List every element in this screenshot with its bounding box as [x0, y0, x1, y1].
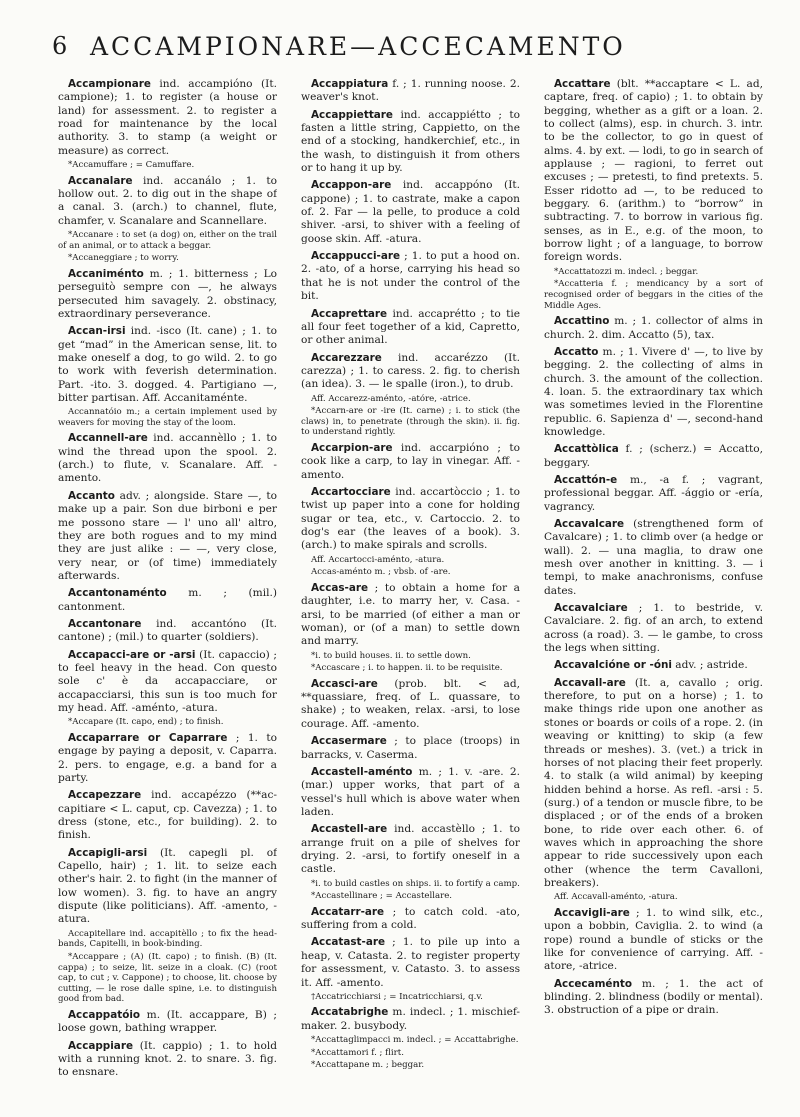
dictionary-entry — [544, 315, 763, 342]
headword: Accattino — [554, 315, 610, 328]
dictionary-note: *Accattamori f. ; flirt. — [311, 1047, 404, 1058]
dictionary-entry — [544, 659, 763, 672]
definition: m. (It. accappare, B) ; loose gown, bathing wrapper. — [58, 1008, 277, 1035]
headword: Accas-are — [311, 581, 369, 594]
dictionary-note: Aff. Accavall-aménto, -atura. — [554, 892, 678, 903]
dictionary-note: Aff. Accartocci-aménto, -atura. — [311, 554, 445, 565]
dictionary-entry — [58, 1009, 277, 1036]
dictionary-entry — [58, 789, 277, 842]
definition: ind. accastèllo ; 1. to arrange fruit on a pile of shelves for drying. 2. -arsi, to fortify oneself in a castle. — [301, 823, 520, 876]
definition: ind. accantóno (It. cantone) ; (mil.) to quarter (soldiers). — [58, 617, 277, 644]
definition: ind. -isco (It. cane) ; 1. to get “mad” in the American sense, lit. to make oneself a dog, to go wild. 2. to go to work with feverish determination. Part. -ito. 3. dogged. 4. Partigiano —, bitter partisan. Aff. Accanitaménte. — [58, 325, 277, 404]
definition: m. ; 1. collector of alms in church. 2. dim. Accatto (5), tax. — [544, 315, 763, 341]
definition: ind. accappiétto ; to fasten a little string, Cappietto, on the end of a stocking, handkerchief, etc., in the wash, to distinguish it from others or to hang it up by. — [301, 108, 520, 175]
definition: (prob. blt. < ad, **quassiare, freq. of L. quassare, to shake) ; to weaken, relax. -arsi, to lose courage. Aff. -amento. — [301, 677, 520, 730]
definition: adv. ; astride. — [671, 659, 748, 672]
headword: Accaparrare or Caparrare — [68, 731, 228, 744]
headword: Accaniménto — [68, 267, 144, 280]
headword: Accappucci-are — [311, 250, 401, 263]
dictionary-entry — [58, 1040, 277, 1080]
headword: Accanto — [68, 489, 115, 502]
column-middle — [301, 78, 520, 1108]
definition: f. ; 1. running noose. 2. weaver's knot. — [301, 78, 520, 104]
definition: f. ; (scherz.) = Accatto, beggary. — [544, 443, 763, 469]
headword: Accavalcare — [554, 518, 625, 530]
headword: Accastell-aménto — [311, 765, 413, 778]
definition: (It. capegli pl. of Capello, hair) ; 1. lit. to seize each other's hair. 2. to fight (in the manner of low women). 3. fig. to have an angry dispute (like politicians). Aff. -amento, -atura. — [58, 846, 277, 926]
dictionary-entry — [544, 474, 763, 514]
dictionary-entry — [58, 649, 277, 716]
dictionary-entry — [301, 352, 520, 392]
dictionary-entry — [58, 175, 277, 228]
definition: (strengthened form of Cavalcare) ; 1. to climb over (a hedge or wall). 2. — una maglia, to draw one mesh over another in knitting. 3. — i tempi, to make anachronisms, confuse dates. — [544, 518, 763, 597]
dictionary-note: *Accamuffare ; = Camuffare. — [68, 160, 195, 171]
headword: Accappatóio — [68, 1008, 141, 1021]
headword: Accanalare — [68, 174, 133, 187]
dictionary-entry — [544, 602, 763, 655]
dictionary-entry — [301, 78, 520, 105]
dictionary-entry — [58, 325, 277, 405]
dictionary-entry — [301, 582, 520, 649]
definition: ; to obtain a home for a daughter, i.e. to marry her, v. Casa. -arsi, to be married (of either a man or woman), or (of a man) to settle down and marry. — [301, 581, 520, 648]
dictionary-entry — [58, 78, 277, 158]
dictionary-note: *Accascare ; i. to happen. ii. to be requisite. — [311, 663, 503, 674]
dictionary-entry — [301, 678, 520, 731]
definition: m. ; 1. v. -are. 2. (mar.) upper works, that part of a vessel's hull which is above water when laden. — [301, 765, 520, 818]
definition: ; 1. to wind silk, etc., upon a bobbin, Caviglia. 2. to wind (a rope) round a bundle of sticks or the like for convenience of carrying. Aff. -atore, -atrice. — [544, 906, 763, 973]
headword: Accavigli-are — [554, 906, 630, 919]
definition: ind. accampióno (It. campione); 1. to register (a house or land) for assessment. 2. to register a road for maintenance by the local authority. 3. to stamp (a weight or measure) as correct. — [58, 78, 277, 157]
definition: ind. accapézzo (**ac-capitiare < L. caput, cp. Cavezza) ; 1. to dress (stone, etc., for building). 2. to finish. — [58, 789, 277, 842]
column-right — [544, 78, 763, 1108]
page-number: 6 — [52, 32, 69, 60]
headword: Accastell-are — [311, 823, 388, 836]
dictionary-entry — [58, 268, 277, 321]
dictionary-entry — [544, 978, 763, 1018]
dictionary-note: *Accaneggiare ; to worry. — [68, 253, 179, 264]
definition: m. ; 1. Vivere d' —, to live by begging. 2. the collecting of alms in church. 3. the amount of the collection. 4. loan. 5. the extraordinary tax which was sometimes levied in the Florentine republic. 6. Sapienza d' —, second-hand knowledge. — [544, 345, 763, 438]
dictionary-entry — [58, 432, 277, 485]
definition: ; 1. to bestride, v. Cavalciare. 2. fig. of an arch, to extend across (a road). 3. — le gambe, to cross the legs when sitting. — [544, 602, 763, 655]
dictionary-entry — [58, 490, 277, 583]
headword: Accannell-are — [68, 432, 148, 445]
dictionary-note: *Accanare : to set (a dog) on, either on the trail of an animal, or to attack a beggar. — [58, 230, 277, 251]
headword: Accartocciare — [311, 485, 391, 498]
dictionary-note: *Accattaglimpacci m. indecl. ; = Accattabrighe. — [311, 1035, 519, 1046]
definition: ; 1. to put a hood on. 2. -ato, of a horse, carrying his head so that he is not under the control of the bit. — [301, 250, 520, 303]
dictionary-entry — [544, 518, 763, 598]
dictionary-entry — [58, 732, 277, 785]
dictionary-note: *Accapare (It. capo, end) ; to finish. — [68, 717, 224, 728]
dictionary-entry — [301, 442, 520, 482]
headword: Accapacci-are or -arsi — [68, 648, 196, 661]
definition: ind. accanálo ; 1. to hollow out. 2. to dig out in the shape of a canal. 3. (arch.) to channel, flute, chamfer, v. Scanalare and Scannellare. — [58, 174, 277, 227]
dictionary-entry — [544, 907, 763, 974]
definition: ind. accaprétto ; to tie all four feet together of a kid, Capretto, or other animal. — [301, 307, 520, 347]
dictionary-note: *Accattapane m. ; beggar. — [311, 1060, 425, 1071]
headword: Accatto — [554, 345, 599, 358]
headword: Accantonare — [68, 617, 142, 630]
definition: ; to place (troops) in barracks, v. Caserma. — [301, 735, 520, 761]
headword: Accasci-are — [311, 677, 378, 690]
headword: Accasermare — [311, 735, 387, 748]
dictionary-note: *Accatteria f. ; mendicancy by a sort of recognised order of beggars in the cities of the Middle Ages. — [544, 279, 763, 311]
headword: Accapigli-arsi — [68, 846, 148, 859]
headword: Accarezzare — [311, 351, 382, 364]
dictionary-entry — [301, 250, 520, 303]
dictionary-entry — [544, 677, 763, 891]
text-columns — [58, 78, 764, 1108]
dictionary-entry — [301, 936, 520, 989]
headword: Accapezzare — [68, 789, 142, 802]
dictionary-entry — [544, 443, 763, 470]
dictionary-note: Accannatóio m.; a certain implement used by weavers for moving the stay of the loom. — [58, 407, 277, 428]
headword: Accantonaménto — [68, 587, 167, 600]
dictionary-entry — [58, 618, 277, 645]
dictionary-entry — [301, 179, 520, 246]
dictionary-note: *i. to build houses. ii. to settle down. — [311, 650, 471, 661]
column-left — [58, 78, 277, 1108]
dictionary-entry — [544, 78, 763, 265]
definition: ; to catch cold. -ato, suffering from a cold. — [301, 905, 520, 932]
headword: Accattare — [554, 78, 611, 90]
dictionary-entry — [301, 906, 520, 933]
definition: m., -a f. ; vagrant, professional beggar. Aff. -ággio or -ería, vagrancy. — [544, 473, 763, 513]
headword: Accappon-are — [311, 179, 392, 192]
headword: Accattón-e — [554, 473, 618, 486]
dictionary-entry — [301, 308, 520, 348]
definition: ind. accappóno (It. cappone) ; 1. to castrate, make a capon of. 2. Far — la pelle, to produce a cold shiver. -arsi, to shiver with a feeling of goose skin. Aff. -atura. — [301, 179, 520, 245]
headword: Accappiare — [68, 1039, 133, 1052]
definition: (blt. **accaptare < L. ad, captare, freq. of capio) ; 1. to obtain by begging, whether as a gift or a loan. 2. to collect (alms), esp. in church. 3. intr. to be the collector, to go in quest of alms. 4. by ext. — lodi, to go in search of applause ; — ragioni, to ferret out excuses ; — pretesti, to find pretexts. 5. Esser ridotto ad —, to be reduced to beggary. 6. (arithm.) to “borrow” in subtracting. 7. to borrow in various fig. senses, as in E., e.g. of the moon, to borrow light ; of a language, to borrow foreign words. — [544, 78, 763, 264]
dictionary-entry — [58, 847, 277, 927]
headword: Accatabrighe — [311, 1006, 389, 1019]
dictionary-entry — [301, 823, 520, 876]
headword: Accavall-are — [554, 676, 626, 689]
definition: m. indecl. ; 1. mischief-maker. 2. busybody. — [301, 1006, 520, 1032]
dictionary-entry — [301, 735, 520, 762]
definition: ; 1. to pile up into a heap, v. Catasta. 2. to register property for assessment, v. Catasto. 3. to assess it. Aff. -amento. — [301, 936, 520, 989]
definition: m. ; 1. the act of blinding. 2. blindness (bodily or mental). 3. obstruction of a pipe or drain. — [544, 977, 763, 1017]
definition: m. ; 1. bitterness ; Lo perseguitò sempre con —, he always persecuted him savagely. 2. obstinacy, extraordinary perseverance. — [58, 267, 277, 320]
dictionary-note: *i. to build castles on ships. ii. to fortify a camp. — [311, 878, 520, 889]
dictionary-entry — [301, 1006, 520, 1033]
headword: Accavalcióne or -óni — [554, 659, 672, 672]
dictionary-entry — [301, 766, 520, 819]
definition: adv. ; alongside. Stare —, to make up a pair. Son due birboni e per me possono stare — l' uno all' altro, they are both rogues and to my mind they are just alike : — —, very close, very near, or (of time) immediately afterwards. — [58, 489, 277, 582]
definition: ; 1. to engage by paying a deposit, v. Caparra. 2. pers. to engage, e.g. a band for a party. — [58, 731, 277, 784]
headword: Accarpion-are — [311, 441, 393, 454]
definition: (It. capaccio) ; to feel heavy in the head. Con questo sole c' è da accapacciare, or accapacciarsi, this sun is too much for my head. Aff. -aménto, -atura. — [58, 648, 277, 714]
dictionary-note: Aff. Accarezz-aménto, -atóre, -atrice. — [311, 393, 471, 404]
dictionary-note: *Accappare ; (A) (It. capo) ; to finish. (B) (It. cappa) ; to seize, lit. seize in a cloak. (C) (root cap, to cut ; v. Cappone) ; to choose, lit. choose by cutting, — le rose dalle spine, i.e. to distinguish good from bad. — [58, 951, 277, 1005]
headword: Accaprettare — [311, 307, 388, 320]
headword: Accappiatura — [311, 78, 389, 90]
definition: ind. accarézzo (It. carezza) ; 1. to caress. 2. fig. to cherish (an idea). 3. — le spalle (iron.), to drub. — [301, 351, 520, 391]
dictionary-note: Accas-aménto m. ; vbsb. of -are. — [311, 567, 451, 578]
dictionary-note: †Accatricchiarsi ; = Incatricchiarsi, q.v. — [311, 991, 483, 1002]
headword: Accampionare — [68, 78, 151, 90]
headword: Accan-irsi — [68, 325, 126, 338]
dictionary-note: *Accastellinare ; = Accastellare. — [311, 891, 453, 902]
headword: Accatast-are — [311, 936, 385, 949]
dictionary-entry — [544, 346, 763, 439]
definition: (It. cappio) ; 1. to hold with a running knot. 2. to snare. 3. fig. to ensnare. — [58, 1039, 277, 1079]
definition: ind. accartòccio ; 1. to twist up paper into a cone for holding sugar or tea, etc., v. Cartoccio. 2. to dog's ear (the leaves of a book). 3. (arch.) to make spirals and scrolls. — [301, 485, 520, 552]
dictionary-note: *Accattatozzi m. indecl. ; beggar. — [554, 266, 699, 277]
headword: Accavalciare — [554, 602, 628, 615]
page-header — [52, 28, 752, 68]
definition: ind. accannèllo ; 1. to wind the thread upon the spool. 2. (arch.) to flute, v. Scanalare. Aff. -amento. — [58, 432, 277, 485]
headword: Accattòlica — [554, 443, 619, 456]
definition: m. ; (mil.) cantonment. — [58, 587, 277, 613]
headword: Accappiettare — [311, 108, 393, 121]
running-head: ACCAMPIONARE—ACCECAMENTO — [90, 32, 626, 61]
dictionary-entry — [301, 109, 520, 176]
definition: ind. accarpióno ; to cook like a carp, to lay in vinegar. Aff. -amento. — [301, 441, 520, 481]
definition: (It. a, cavallo ; orig. therefore, to put on a horse) ; 1. to make things ride upon one another as stones or boards or coils of a rope. 2. (in weaving or knitting) to skip (a few threads or meshes). 3. (vet.) a trick in horses of not placing their feet properly. 4. to stalk (a wild animal) by keeping hidden behind a horse. As refl. -arsi : 5. (surg.) of a tendon or muscle fibre, to be displaced ; or of the ends of a broken bone, to ride over each other. 6. of waves which in approaching the shore appear to ride successively upon each other (whence the term Cavalloni, breakers). — [544, 676, 763, 889]
headword: Accatarr-are — [311, 905, 385, 918]
dictionary-note: *Accarn-are or -ire (It. carne) ; i. to stick (the claws) in, to penetrate (through the skin). ii. fig. to understand rightly. — [301, 406, 520, 438]
dictionary-entry — [58, 587, 277, 614]
headword: Accecaménto — [554, 977, 632, 990]
dictionary-note: Accapitellare ind. accapitèllo ; to fix the head-bands, Capitelli, in book-binding. — [58, 928, 277, 950]
dictionary-entry — [301, 486, 520, 553]
